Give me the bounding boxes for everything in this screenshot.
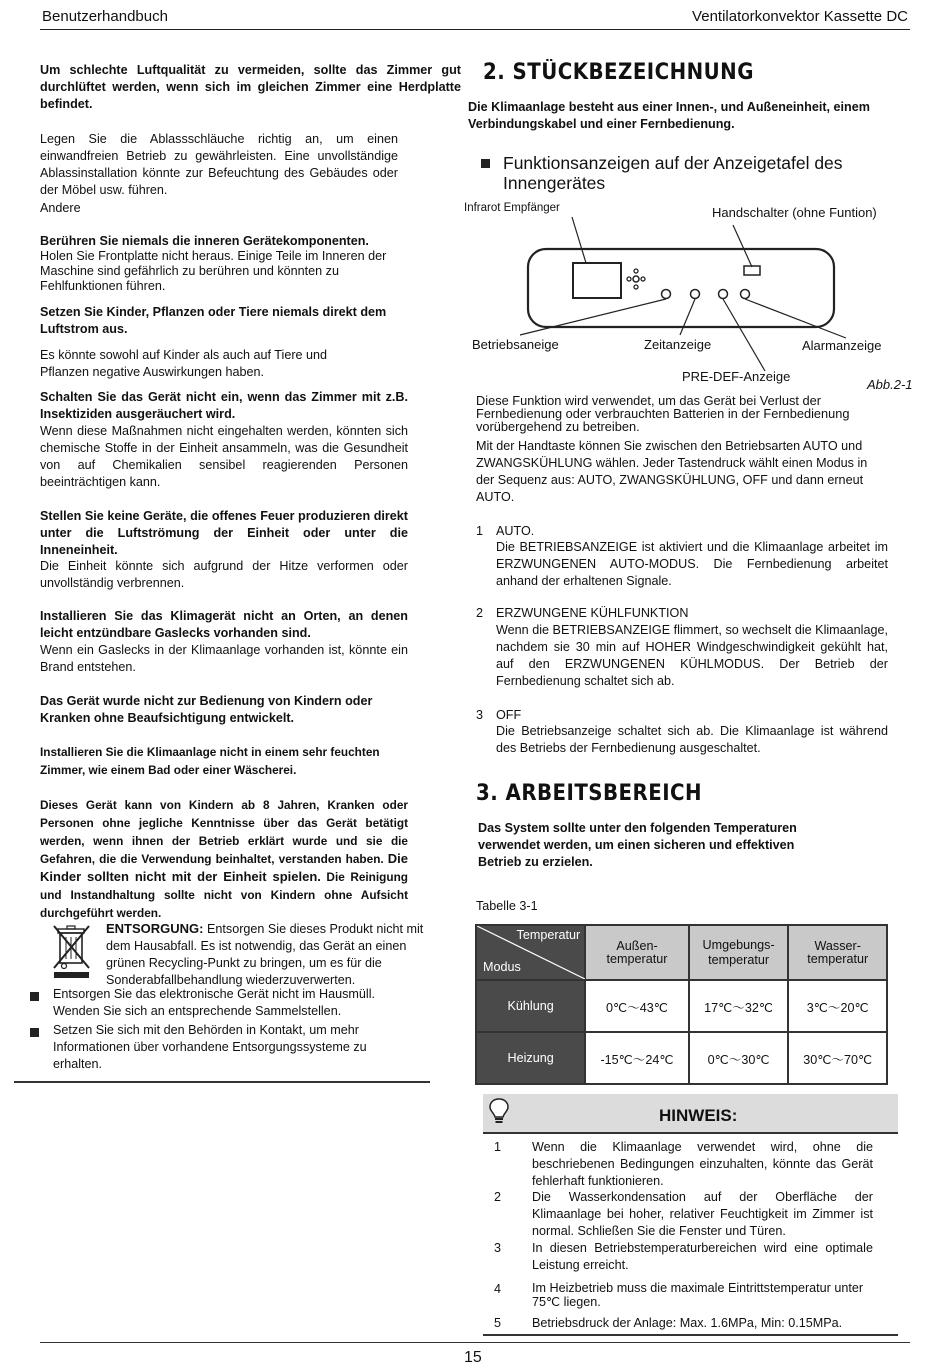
item-3-title: OFF xyxy=(496,708,522,722)
product-title: Ventilatorkonvektor Kassette DC xyxy=(692,8,908,25)
header-ambient-temp: Umgebungs- temperatur xyxy=(689,925,789,980)
item-1-text: Die BETRIEBSANZEIGE ist aktiviert und die Klimaanlage arbeitet im ERZWUNGENEN AUTO-MODUS. Die Fernbedienung arbeitet anhand der erhaltenen Signale. xyxy=(496,540,888,588)
predef-indicator-label: PRE-DEF-Anzeige xyxy=(682,369,791,384)
cleaning-warning: Die Reinigung und Instandhaltung sollte nicht von Kindern ohne Aufsicht durchgeführt werden. xyxy=(40,870,408,920)
disposal-label: ENTSORGUNG: xyxy=(106,921,204,936)
children-usage-text xyxy=(40,796,408,922)
disposal-description: Entsorgen Sie dieses Produkt nicht mit dem Hausabfall. Es ist notwendig, das Gerät an einen grünen Recycling-Punkt zu bringen, um es für die Sonderabfallbehandlung wiederzuverwerten. xyxy=(106,922,424,987)
note-3-text: In diesen Betriebstemperaturbereichen wird eine optimale Leistung erreicht. xyxy=(532,1241,873,1272)
note-title: HINWEIS: xyxy=(659,1106,738,1125)
table-row xyxy=(476,1032,887,1084)
components-warning-title: Berühren Sie niemals die inneren Gerätekomponenten. xyxy=(40,234,369,248)
cooling-outdoor: 0℃～43℃ xyxy=(585,980,689,1032)
note-5-number: 5 xyxy=(494,1316,502,1330)
note-3-number: 3 xyxy=(494,1241,502,1255)
insecticide-warning-text: Wenn diese Maßnahmen nicht eingehalten werden, könnten sich chemische Stoffe in der Einheit ansammeln, was die Gesundheit von auf Chemikalien sensibel reagierenden Personen beeinträchtigen kann. xyxy=(40,424,408,489)
cooling-water: 3℃～20℃ xyxy=(788,980,887,1032)
cooling-ambient: 17℃～32℃ xyxy=(689,980,789,1032)
footer-rule xyxy=(40,1342,910,1343)
alarm-indicator-label: Alarmanzeige xyxy=(802,338,882,353)
gas-warning-text: Wenn ein Gaslecks in der Klimaanlage vorhanden ist, könnte ein Brand entstehen. xyxy=(40,643,408,674)
fire-warning-text: Die Einheit könnte sich aufgrund der Hitze verformen oder unvollständig verbrennen. xyxy=(40,559,408,590)
section-2-title: 2. STÜCKBEZEICHNUNG xyxy=(483,60,754,85)
page-header xyxy=(40,6,910,30)
heating-ambient: 0℃～30℃ xyxy=(689,1032,789,1084)
humid-room-warning: Installieren Sie die Klimaanlage nicht in einem sehr feuchten Zimmer, wie einem Bad oder einer Wäscherei. xyxy=(40,745,380,777)
disposal-bullet-2: Setzen Sie sich mit den Behörden in Kontakt, um mehr Informationen über vorhandene Entsorgungssysteme zu erhalten. xyxy=(53,1023,367,1071)
timer-indicator-label: Zeitanzeige xyxy=(644,337,712,352)
table-corner-cell xyxy=(476,925,585,980)
bullet-icon xyxy=(30,1028,39,1037)
item-2-text: Wenn die BETRIEBSANZEIGE flimmert, so wechselt die Klimaanlage, nachdem sie 30 min auf HOHER Windgeschwindigkeit gekühlt hat, auf den ERZWUNGENEN KÜHLMODUS. Der Betrieb der Fernbedienung schaltet sich ab. xyxy=(496,623,888,688)
heating-outdoor: -15℃～24℃ xyxy=(585,1032,689,1084)
airflow-warning-title: Setzen Sie Kinder, Pflanzen oder Tiere niemals direkt dem Luftstrom aus. xyxy=(40,305,387,336)
section-3-intro: Das System sollte unter den folgenden Temperaturen verwendet werden, um einen sicheren und effektiven Betrieb zu erzielen. xyxy=(478,821,797,869)
supervision-warning: Das Gerät wurde nicht zur Bedienung von Kindern oder Kranken ohne Beaufsichtigung entwickelt. xyxy=(40,694,373,725)
display-panel-diagram xyxy=(470,205,910,395)
mode-cooling: Kühlung xyxy=(476,980,585,1032)
children-play-warning: Die Kinder sollten nicht mit der Einheit spielen. xyxy=(40,851,408,884)
note-bottom-rule xyxy=(483,1334,898,1336)
figure-caption: Abb.2-1 xyxy=(867,377,913,392)
infrared-receiver-label: Infrarot Empfänger xyxy=(464,202,560,214)
fire-warning-title: Stellen Sie keine Geräte, die offenes Feuer produzieren direkt unter die Luftströmung der Einheit oder unter die Inneneinheit. xyxy=(40,509,408,557)
lightbulb-icon xyxy=(488,1097,510,1125)
item-2-number: 2 xyxy=(476,606,484,620)
mode-heating: Heizung xyxy=(476,1032,585,1084)
ventilation-warning: Um schlechte Luftqualität zu vermeiden, sollte das Zimmer gut durchlüftet werden, wenn sich im gleichen Zimmer eine Herdplatte befindet. xyxy=(40,63,461,111)
manual-title: Benutzerhandbuch xyxy=(42,8,168,25)
item-3-number: 3 xyxy=(476,708,484,722)
item-3-text: Die Betriebsanzeige schaltet sich ab. Die Klimaanlage ist während des Betriebs der Fernbedienung ausgeschaltet. xyxy=(496,724,888,755)
corner-mode-label: Modus xyxy=(483,960,521,974)
front-panel-text: Holen Sie Frontplatte nicht heraus. xyxy=(40,249,234,263)
table-label: Tabelle 3-1 xyxy=(476,899,538,913)
temperature-table xyxy=(475,924,888,1085)
drain-hose-text: Legen Sie die Ablassschläuche richtig an, um einen einwandfreien Betrieb zu gewährleisten. Eine unvollständige Ablassinstallation könnte zur Befeuchtung des Gebäudes oder der Möbel usw. führen. xyxy=(40,132,398,197)
note-top-rule xyxy=(483,1132,898,1134)
note-4-text: Im Heizbetrieb muss die maximale Eintrittstemperatur unter 75℃ liegen. xyxy=(532,1281,864,1309)
heating-water: 30℃～70℃ xyxy=(788,1032,887,1084)
header-water-temp: Wasser- temperatur xyxy=(788,925,887,980)
children-usage-main: Dieses Gerät kann von Kindern ab 8 Jahren, Kranken oder Personen ohne jegliche Kenntnisse über das Gerät betätigt werden, wenn ihnen der Betrieb erklärt wurde und sie die Gefahren, die die Verwendung beinhaltet, verstanden haben. xyxy=(40,798,408,866)
column-divider xyxy=(14,1081,430,1083)
page-number: 15 xyxy=(464,1349,482,1366)
weee-crossed-bin-icon xyxy=(52,924,92,980)
hand-switch-description: Diese Funktion wird verwendet, um das Gerät bei Verlust der Fernbedienung oder verbrauchten Batterien in der Fernbedienung vorübergehend zu betreiben. xyxy=(476,393,850,434)
operation-indicator-label: Betriebsaneige xyxy=(472,337,559,352)
section-2-intro: Die Klimaanlage besteht aus einer Innen-, und Außeneinheit, einem Verbindungskabel und einer Fernbedienung. xyxy=(468,100,870,131)
airflow-warning-text: Es könnte sowohl auf Kinder als auch auf Tiere und Pflanzen negative Auswirkungen haben. xyxy=(40,348,328,379)
insecticide-warning-title: Schalten Sie das Gerät nicht ein, wenn das Zimmer mit z.B. Insektiziden ausgeräuchert wird. xyxy=(40,390,408,421)
disposal-bullet-1: Entsorgen Sie das elektronische Gerät nicht im Hausmüll. Wenden Sie sich an entsprechende Sammelstellen. xyxy=(53,987,375,1018)
hand-switch-label: Handschalter (ohne Funtion) xyxy=(712,205,877,220)
mode-description: Mit der Handtaste können Sie zwischen den Betriebsarten AUTO und ZWANGSKÜHLUNG wählen. Jeder Tastendruck wählt einen Modus in der Sequenz aus: AUTO, ZWANGSKÜHLUNG, OFF und dann erneut AUTO. xyxy=(476,439,868,504)
item-2-title: ERZWUNGENE KÜHLFUNKTION xyxy=(496,606,689,620)
note-1-number: 1 xyxy=(494,1140,502,1154)
note-2-number: 2 xyxy=(494,1190,502,1204)
note-1-text: Wenn die Klimaanlage verwendet wird, ohne die beschriebenen Bedingungen einzuhalten, könnte das Gerät fehlerhaft funktionieren. xyxy=(532,1140,873,1188)
components-warning-text: Einige Teile im Inneren der Maschine sind gefährlich zu berühren und könnten zu Fehlfunktionen führen. xyxy=(40,249,387,293)
bullet-icon xyxy=(30,992,39,1001)
table-row xyxy=(476,980,887,1032)
panel-subheading: Funktionsanzeigen auf der Anzeigetafel des Innengerätes xyxy=(503,153,843,193)
other-label: Andere xyxy=(40,201,81,215)
note-2-text: Die Wasserkondensation auf der Oberfläche der Klimaanlage bei hoher, relativer Feuchtigkeit im Zimmer ist normal. Schließen Sie die Fenster und Türen. xyxy=(532,1190,873,1238)
components-warning xyxy=(40,234,400,294)
item-1-title: AUTO. xyxy=(496,524,535,538)
note-5-text: Betriebsdruck der Anlage: Max. 1.6MPa, Min: 0.15MPa. xyxy=(532,1316,843,1330)
disposal-text xyxy=(106,920,426,989)
header-outdoor-temp: Außen- temperatur xyxy=(585,925,689,980)
corner-temperature-label: Temperatur xyxy=(516,928,581,942)
note-4-number: 4 xyxy=(494,1282,502,1296)
bullet-icon xyxy=(481,159,490,168)
section-3-title: 3. ARBEITSBEREICH xyxy=(476,781,703,806)
gas-warning-title: Installieren Sie das Klimagerät nicht an Orten, an denen leicht entzündbare Gaslecks vorhanden sind. xyxy=(40,609,408,640)
item-1-number: 1 xyxy=(476,524,484,538)
